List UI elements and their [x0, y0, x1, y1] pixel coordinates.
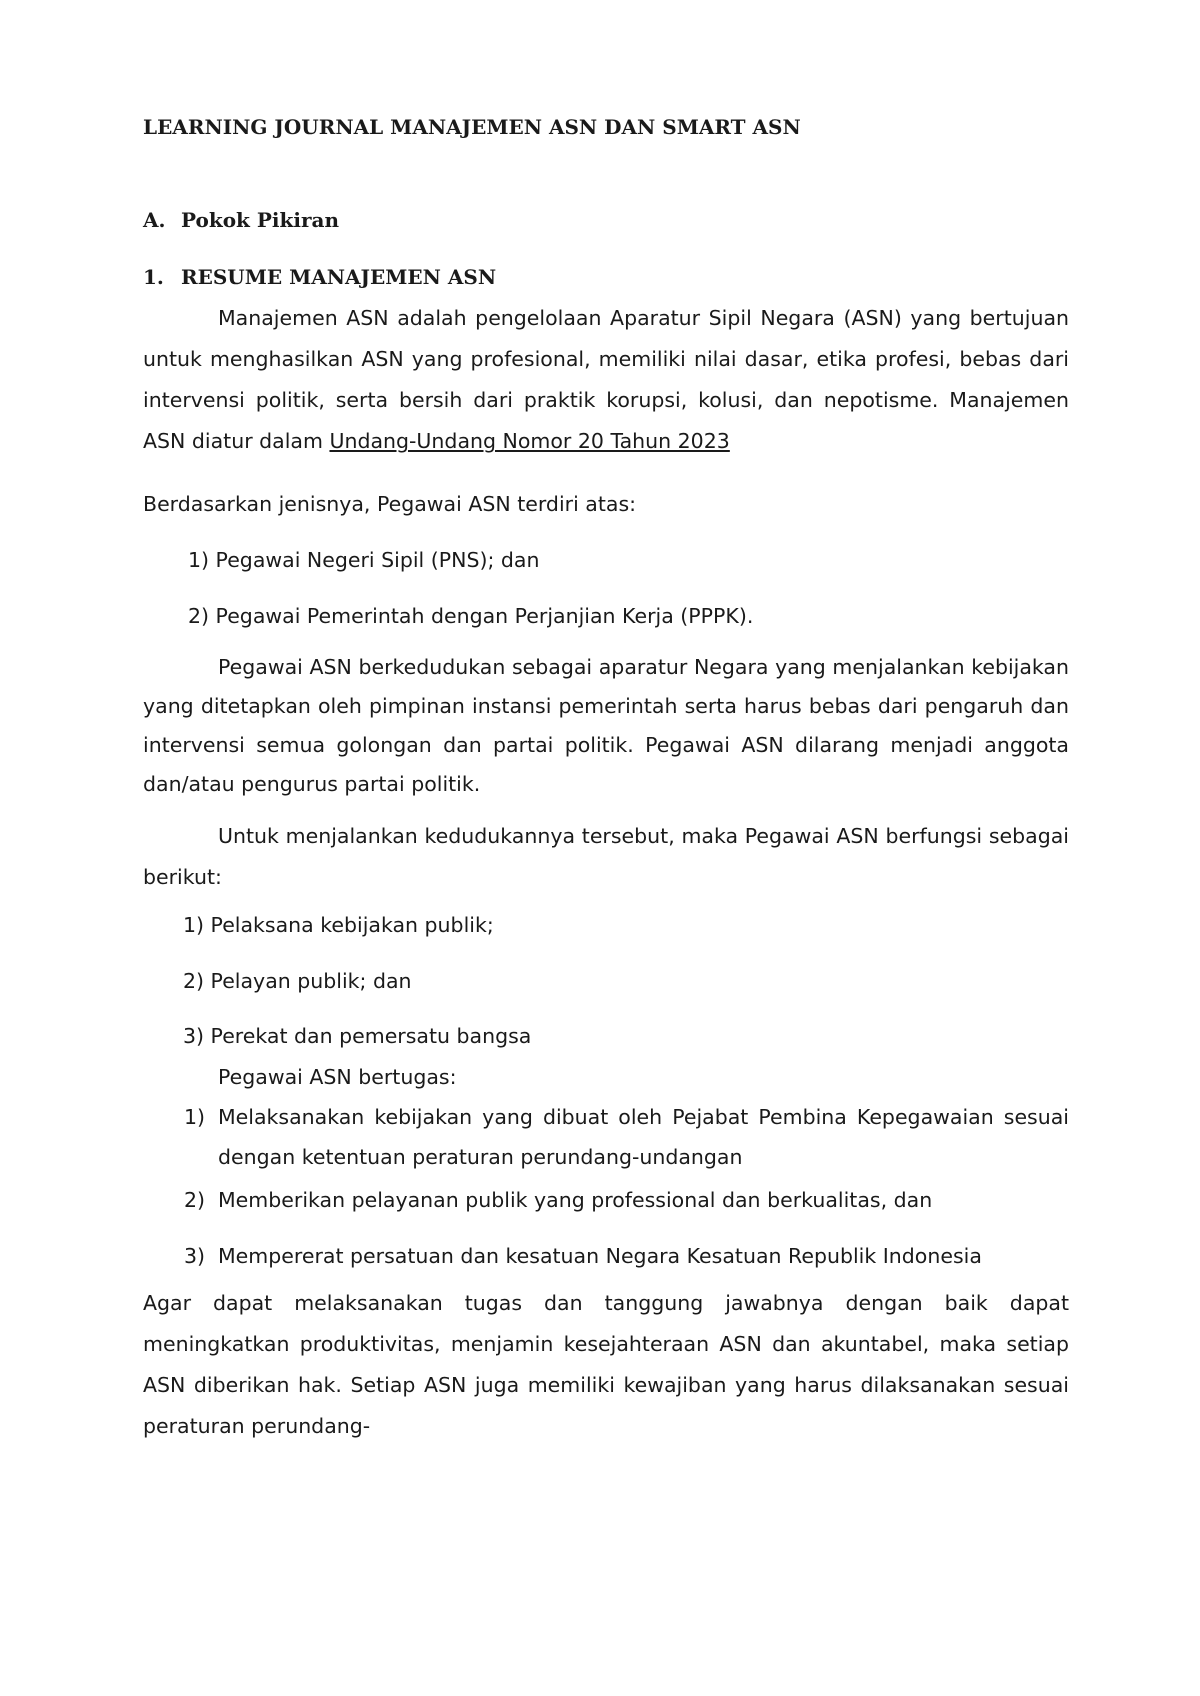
section-label: Pokok Pikiran [181, 208, 339, 232]
section-heading [143, 206, 339, 234]
jenis-item-pns: 1) Pegawai Negeri Sipil (PNS); dan [188, 548, 540, 572]
section-letter: A. [143, 208, 166, 232]
document-title: LEARNING JOURNAL MANAJEMEN ASN DAN SMART ASN [143, 115, 801, 139]
law-reference: Undang-Undang Nomor 20 Tahun 2023 [329, 429, 730, 453]
subsection-heading [143, 263, 496, 291]
paragraph-fungsi: Untuk menjalankan kedudukannya tersebut, maka Pegawai ASN berfungsi sebagai berikut: [143, 824, 1069, 889]
tugas-item-1-text: Melaksanakan kebijakan yang dibuat oleh Pejabat Pembina Kepegawaian sesuai dengan ketentuan peraturan perundang-undangan [218, 1105, 1069, 1169]
paragraph-hak-kewajiban: Agar dapat melaksanakan tugas dan tanggung jawabnya dengan baik dapat meningkatkan produktivitas, menjamin kesejahteraan ASN dan akuntabel, maka setiap ASN diberikan hak. Setiap ASN juga memiliki kewajiban yang harus dilaksanakan sesuai peraturan perundang- [143, 1291, 1069, 1438]
fungsi-item-3: 3) Perekat dan pemersatu bangsa [183, 1024, 532, 1048]
paragraph-kedudukan: Pegawai ASN berkedudukan sebagai aparatur Negara yang menjalankan kebijakan yang ditetapkan oleh pimpinan instansi pemerintah serta harus bebas dari pengaruh dan intervensi semua golongan dan partai politik. Pegawai ASN dilarang menjadi anggota dan/atau pengurus partai politik. [143, 655, 1069, 796]
tugas-item-3-number: 3) [184, 1244, 206, 1268]
tugas-intro: Pegawai ASN bertugas: [218, 1065, 457, 1089]
tugas-item-1-number: 1) [184, 1105, 206, 1129]
fungsi-item-1: 1) Pelaksana kebijakan publik; [183, 913, 494, 937]
tugas-item-3-text: Mempererat persatuan dan kesatuan Negara Kesatuan Republik Indonesia [218, 1244, 982, 1268]
subsection-label: RESUME MANAJEMEN ASN [181, 265, 497, 289]
tugas-item-2-number: 2) [184, 1188, 206, 1212]
subsection-number: 1. [143, 265, 164, 289]
paragraph-manajemen-asn [143, 298, 1069, 462]
tugas-item-2-text: Memberikan pelayanan publik yang professional dan berkualitas, dan [218, 1188, 933, 1212]
paragraph-manajemen-asn-text: Manajemen ASN adalah pengelolaan Aparatur Sipil Negara (ASN) yang bertujuan untuk menghasilkan ASN yang profesional, memiliki nilai dasar, etika profesi, bebas dari intervensi politik, serta bersih dari praktik korupsi, kolusi, dan nepotisme. Manajemen ASN diatur dalam [143, 306, 1069, 453]
jenis-item-pppk: 2) Pegawai Pemerintah dengan Perjanjian Kerja (PPPK). [188, 604, 754, 628]
jenis-intro: Berdasarkan jenisnya, Pegawai ASN terdiri atas: [143, 492, 637, 516]
fungsi-item-2: 2) Pelayan publik; dan [183, 969, 412, 993]
